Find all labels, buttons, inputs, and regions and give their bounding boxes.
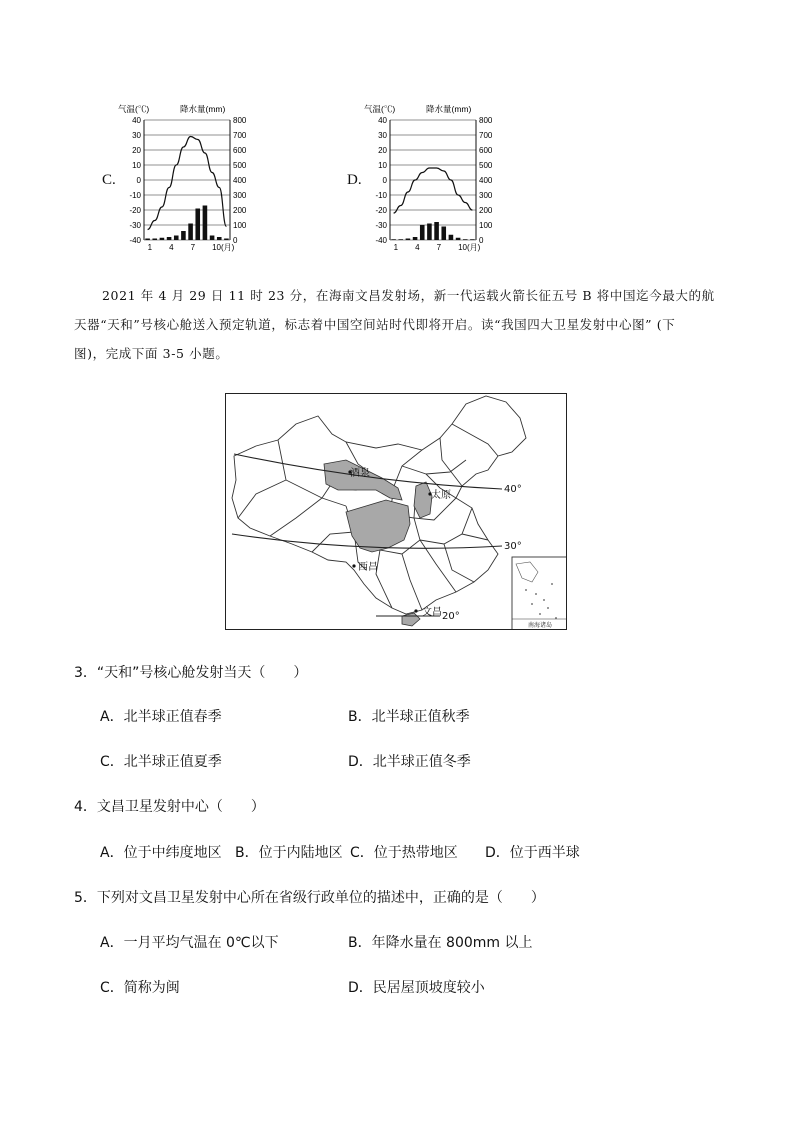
temp-tick-label: -10: [375, 191, 387, 200]
temp-tick-label: -30: [375, 221, 387, 230]
question-5-option-a[interactable]: A．一月平均气温在 0℃以下: [100, 935, 279, 951]
temp-tick-label: -40: [129, 236, 141, 245]
wenchang-label: 文昌: [422, 607, 442, 618]
month-tick-label: 1: [393, 243, 399, 252]
precip-tick-label: 600: [479, 146, 493, 155]
precip-bar: [470, 239, 475, 240]
question-5-stem: 5．下列对文昌卫星发射中心所在省级行政单位的描述中，正确的是（ ）: [74, 890, 545, 906]
question-3-option-b[interactable]: B．北半球正值秋季: [348, 709, 470, 725]
temp-tick-label: 10: [378, 161, 387, 170]
precip-tick-label: 600: [233, 146, 247, 155]
precip-bar: [449, 235, 454, 240]
precip-tick-label: 700: [479, 131, 493, 140]
china-map-svg: [226, 394, 567, 630]
right-axis-title: 降水量(mm): [180, 104, 226, 114]
precip-bar: [188, 224, 193, 241]
taiyuan-label: 太原: [431, 490, 451, 501]
question-4-option-d[interactable]: D．位于西半球: [485, 845, 580, 861]
precip-tick-label: 300: [479, 191, 493, 200]
climate-chart-c-svg: [118, 100, 258, 252]
precip-tick-label: 400: [479, 176, 493, 185]
passage-line-1: 2021 年 4 月 29 日 11 时 23 分，在海南文昌发射场，新一代运载火箭长征五号 B 将中国迄今最大的航: [102, 288, 715, 303]
lat-30-label: 30°: [504, 541, 522, 552]
precip-bar: [203, 206, 208, 241]
precip-tick-label: 800: [233, 116, 247, 125]
precip-bar: [174, 236, 179, 241]
lat-20-label: 20°: [442, 611, 460, 622]
precip-bar: [217, 237, 222, 240]
precip-bar: [420, 225, 425, 240]
shanxi-region: [414, 482, 432, 518]
precip-bar: [195, 209, 200, 241]
temp-tick-label: -10: [129, 191, 141, 200]
climate-chart-d: [364, 100, 504, 256]
precip-bar: [160, 238, 165, 240]
question-4-stem: 4．文昌卫星发射中心（ ）: [74, 799, 265, 815]
temperature-curve: [148, 137, 227, 230]
precip-tick-label: 500: [233, 161, 247, 170]
south-sea-inset: [512, 557, 567, 630]
question-3-option-c[interactable]: C．北半球正值夏季: [100, 754, 222, 770]
precip-bar: [152, 239, 157, 241]
month-tick-label: 4: [415, 243, 420, 252]
precip-bar: [456, 238, 461, 240]
temp-tick-label: 0: [136, 176, 141, 185]
climate-chart-c: [118, 100, 258, 256]
month-tick-label: 4: [169, 243, 174, 252]
precip-tick-label: 200: [233, 206, 247, 215]
temp-tick-label: -40: [375, 236, 387, 245]
hainan-island: [402, 613, 420, 626]
temp-tick-label: 10: [132, 161, 141, 170]
precip-tick-label: 700: [233, 131, 247, 140]
month-tick-label: 7: [190, 243, 196, 252]
china-launch-centers-map: [225, 393, 567, 630]
temp-tick-label: 30: [378, 131, 387, 140]
question-5-option-c[interactable]: C．简称为闽: [100, 980, 180, 996]
temp-tick-label: 20: [132, 146, 141, 155]
precip-bar: [434, 222, 439, 240]
lat-40-label: 40°: [504, 484, 522, 495]
precip-bar: [145, 239, 150, 241]
precip-bar: [210, 236, 215, 241]
precip-tick-label: 0: [479, 236, 484, 245]
question-4-option-c[interactable]: C．位于热带地区: [350, 845, 458, 861]
reading-passage: [74, 281, 724, 368]
question-4-option-a[interactable]: A．位于中纬度地区: [100, 845, 222, 861]
left-axis-title: 气温(℃): [364, 104, 396, 114]
jiuquan-label: 酒泉: [350, 468, 370, 479]
question-5-option-d[interactable]: D．民居屋顶坡度较小: [348, 980, 485, 996]
temp-tick-label: -20: [129, 206, 141, 215]
question-3-option-a[interactable]: A．北半球正值春季: [100, 709, 222, 725]
temp-tick-label: -20: [375, 206, 387, 215]
passage-line-3: 图)，完成下面 3-5 小题。: [74, 346, 229, 361]
precip-bar: [406, 239, 411, 241]
xichang-label: 西昌: [358, 562, 378, 573]
precip-bar: [391, 239, 396, 240]
temp-tick-label: -30: [129, 221, 141, 230]
passage-line-2: 天器“天和”号核心舱送入预定轨道，标志着中国空间站时代即将开启。读“我国四大卫星发射中心图” (下: [74, 317, 676, 332]
precip-bar: [463, 239, 468, 240]
question-4-option-b[interactable]: B．位于内陆地区: [235, 845, 343, 861]
precip-bar: [167, 237, 172, 240]
precip-tick-label: 100: [479, 221, 493, 230]
precip-tick-label: 800: [479, 116, 493, 125]
precip-bar: [181, 231, 186, 240]
precip-bar: [427, 224, 432, 241]
precip-bar: [441, 227, 446, 241]
precip-bar: [413, 237, 418, 240]
month-tick-label: 7: [436, 243, 442, 252]
precip-tick-label: 300: [233, 191, 247, 200]
xichang-marker: [352, 564, 355, 567]
right-axis-title: 降水量(mm): [426, 104, 472, 114]
month-tick-label: 1: [147, 243, 153, 252]
chart-d-option-label: D.: [347, 172, 362, 188]
question-3-stem: 3．“天和”号核心舱发射当天（ ）: [74, 665, 308, 681]
precip-tick-label: 100: [233, 221, 247, 230]
left-axis-title: 气温(℃): [118, 104, 150, 114]
precip-bar: [398, 239, 403, 240]
temp-tick-label: 40: [378, 116, 387, 125]
temp-tick-label: 0: [382, 176, 387, 185]
precip-tick-label: 400: [233, 176, 247, 185]
precip-tick-label: 200: [479, 206, 493, 215]
inset-label: 南海诸岛: [527, 622, 553, 629]
month-tick-label: 10(月): [212, 243, 235, 252]
temp-tick-label: 40: [132, 116, 141, 125]
precip-bar: [224, 239, 229, 241]
month-tick-label: 10(月): [458, 243, 481, 252]
precip-tick-label: 0: [233, 236, 238, 245]
precip-tick-label: 500: [479, 161, 493, 170]
climate-chart-d-svg: [364, 100, 504, 252]
temp-tick-label: 20: [378, 146, 387, 155]
temperature-curve: [394, 168, 473, 213]
question-5-option-b[interactable]: B．年降水量在 800mm 以上: [348, 935, 533, 951]
question-3-option-d[interactable]: D．北半球正值冬季: [348, 754, 471, 770]
wenchang-marker: [414, 609, 417, 612]
chart-c-option-label: C.: [102, 172, 116, 188]
temp-tick-label: 30: [132, 131, 141, 140]
